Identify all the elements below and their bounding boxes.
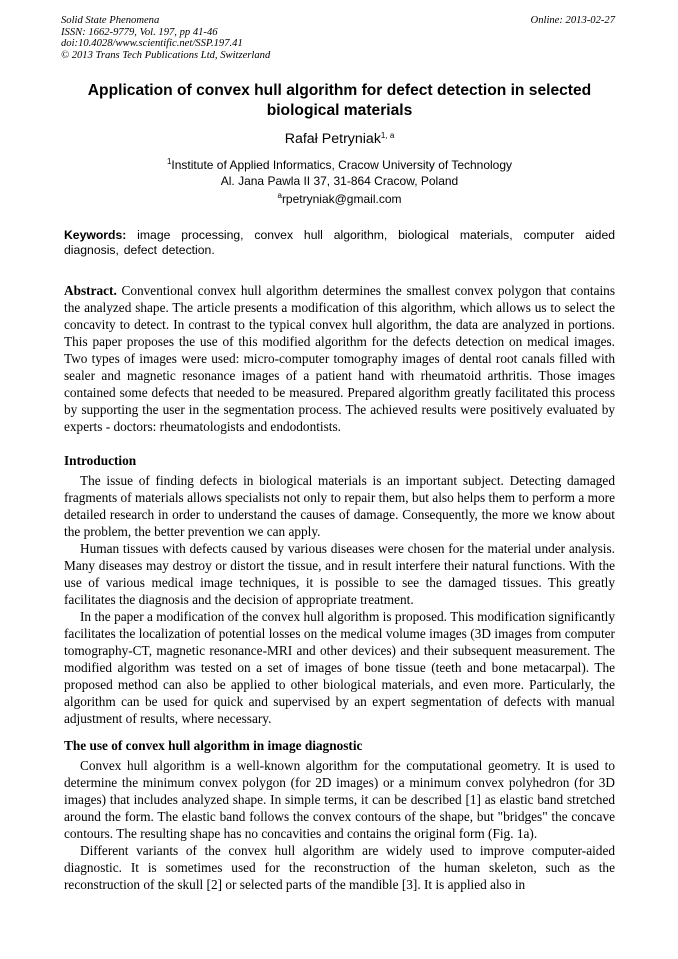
paragraph: Different variants of the convex hull algorithm are widely used to improve computer-aided diagnostic. It is sometimes used for the reconstruction of the human skeleton, such as the reconstruction of the skull [2] or selected parts of the mandible [3]. It is applied also in <box>64 843 615 892</box>
section-heading-introduction: Introduction <box>64 453 137 468</box>
page-header <box>61 15 615 61</box>
paper-title: Application of convex hull algorithm for defect detection in selected biological materials <box>87 82 592 119</box>
issn-line: ISSN: 1662-9779, Vol. 197, pp 41-46 <box>61 26 218 38</box>
abstract-label: Abstract. <box>64 283 117 298</box>
journal-name: Solid State Phenomena <box>61 15 160 26</box>
abstract <box>64 282 615 435</box>
copyright-line: © 2013 Trans Tech Publications Ltd, Switzerland <box>61 49 271 61</box>
section-body-convex-hull <box>64 757 615 893</box>
affiliation-superscript: 1 <box>166 157 172 166</box>
section-heading-convex-hull: The use of convex hull algorithm in image diagnostic <box>64 738 363 753</box>
section-body-introduction <box>64 472 615 727</box>
affiliation-line-2: Al. Jana Pawla II 37, 31-864 Cracow, Poland <box>220 174 459 188</box>
email-address[interactable]: rpetryniak@gmail.com <box>281 192 402 206</box>
email-superscript: a <box>277 191 282 200</box>
keywords-text: image processing, convex hull algorithm, biological materials, computer aided diagnosis, defect detection. <box>64 228 615 257</box>
online-date: Online: 2013-02-27 <box>530 15 615 26</box>
doi-line: doi:10.4028/www.scientific.net/SSP.197.41 <box>61 38 243 50</box>
paragraph: The issue of finding defects in biological materials is an important subject. Detecting damaged fragments of materials allows specialists not only to repair them, but also helps them to perform a more detailed research in order to understand the causes of damage. Consequently, the more we know about the problem, the better prevention we can apply. <box>64 473 615 539</box>
author-email <box>64 191 615 207</box>
paragraph: In the paper a modification of the convex hull algorithm is proposed. This modification significantly facilitates the localization of potential losses on the medical volume images (3D images from computer tomography-CT, magnetic resonance-MRI and other devices) and their subsequent measurement. The modified algorithm was tested on a set of images of bone tissue (teeth and bone metacarpal). The proposed method can also be applied to other biological materials, and even more. Particularly, the algorithm can be used for quick and supervised by an expert segmentation of defects with manual adjustment of results, where necessary. <box>64 609 615 726</box>
affiliation <box>64 157 615 189</box>
abstract-text: Conventional convex hull algorithm determines the smallest convex polygon that contains the analyzed shape. The article presents a modification of this algorithm, which allows us to select the concavity to detect. In contrast to the typical convex hull algorithm, the data are analyzed in portions. This paper proposes the use of this modified algorithm for the defects detection on medical images. Two types of images were used: micro-computer tomography images of dental root canals filled with sealer and magnetic resonance images of a patient hand with rheumatoid arthritis. Those images contained some defects that needed to be measured. Prepared algorithm greatly facilitated this process by supporting the user in the segmentation process. The achieved results were positively evaluated by experts - doctors: rheumatologists and endodontists. <box>64 283 615 434</box>
author-superscript: 1, a <box>380 131 395 140</box>
paragraph: Convex hull algorithm is a well-known algorithm for the computational geometry. It is used to determine the minimum convex polygon (for 2D images) or a minimum convex polyhedron (for 3D images) that includes analyzed shape. In simple terms, it can be described [1] as elastic band stretched around the form. The elastic band follows the convex contours of the shape, but "bridges" the concave contours. The resulting shape has no concavities and contains the original form (Fig. 1a). <box>64 758 615 841</box>
paragraph: Human tissues with defects caused by various diseases were chosen for the material under analysis. Many diseases may destroy or distort the tissue, and in result interfere their natural functions. With the use of various medical image techniques, it is possible to see the damaged tissues. This greatly facilitates the diagnosis and the decision of appropriate treatment. <box>64 541 615 607</box>
keywords-label: Keywords: <box>64 228 127 242</box>
affiliation-line-1: Institute of Applied Informatics, Cracow University of Technology <box>171 158 513 172</box>
keywords <box>64 228 615 258</box>
author-line <box>64 130 615 148</box>
author-name: Rafał Petryniak <box>284 131 381 147</box>
